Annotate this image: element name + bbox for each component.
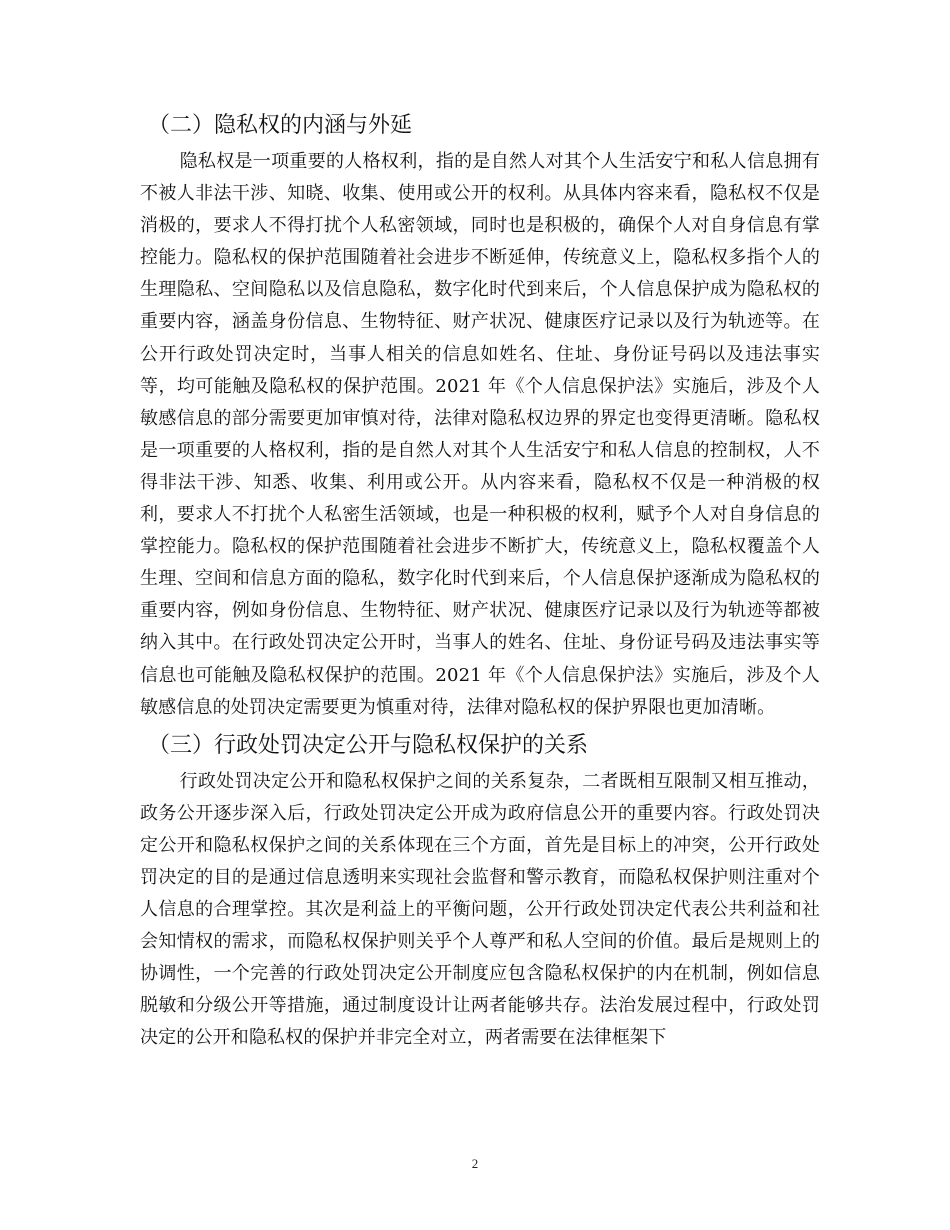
section-heading-privacy-right: （二）隐私权的内涵与外延 [148,113,413,138]
section-heading-disclosure-relation: （三）行政处罚决定公开与隐私权保护的关系 [148,732,589,758]
paragraph-disclosure-relation: 行政处罚决定公开和隐私权保护之间的关系复杂，二者既相互限制又相互推动，政务公开逐步深入后，行政处罚决定公开成为政府信息公开的重要内容。行政处罚决定公开和隐私权保护之间的关系体现在三个方面，首先是目标上的冲突，公开行政处罚决定的目的是通过信息透明来实现社会监督和警示教育，而隐私权保护则注重对个人信息的合理掌控。其次是利益上的平衡问题，公开行政处罚决定代表公共利益和社会知情权的需求，而隐私权保护则关乎个人尊严和私人空间的价值。最后是规则上的协调性，一个完善的行政处罚决定公开制度应包含隐私权保护的内在机制，例如信息脱敏和分级公开等措施，通过制度设计让两者能够共存。法治发展过程中，行政处罚决定的公开和隐私权的保护并非完全对立，两者需要在法律框架下 [140,770,820,1049]
page-number: 2 [471,1156,479,1171]
page-body [140,106,820,1057]
paragraph-privacy-right: 隐私权是一项重要的人格权利，指的是自然人对其个人生活安宁和私人信息拥有不被人非法干涉、知晓、收集、使用或公开的权利。从具体内容来看，隐私权不仅是消极的，要求人不得打扰个人私密领域，同时也是积极的，确保个人对自身信息有掌控能力。隐私权的保护范围随着社会进步不断延伸，传统意义上，隐私权多指个人的生理隐私、空间隐私以及信息隐私，数字化时代到来后，个人信息保护成为隐私权的重要内容，涵盖身份信息、生物特征、财产状况、健康医疗记录以及行为轨迹等。在公开行政处罚决定时，当事人相关的信息如姓名、住址、身份证号码以及违法事实等，均可能触及隐私权的保护范围。2021 年《个人信息保护法》实施后，涉及个人敏感信息的部分需要更加审慎对待，法律对隐私权边界的界定也变得更清晰。隐私权是一项重要的人格权利，指的是自然人对其个人生活安宁和私人信息的控制权，人不得非法干涉、知悉、收集、利用或公开。从内容来看，隐私权不仅是一种消极的权利，要求人不打扰个人私密生活领域，也是一种积极的权利，赋予个人对自身信息的掌控能力。隐私权的保护范围随着社会进步不断扩大，传统意义上，隐私权覆盖个人生理、空间和信息方面的隐私，数字化时代到来后，个人信息保护逐渐成为隐私权的重要内容，例如身份信息、生物特征、财产状况、健康医疗记录以及行为轨迹等都被纳入其中。在行政处罚决定公开时，当事人的姓名、住址、身份证号码及违法事实等信息也可能触及隐私权保护的范围。2021 年《个人信息保护法》实施后，涉及个人敏感信息的处罚决定需要更为慎重对待，法律对隐私权的保护界限也更加清晰。 [140,151,820,718]
